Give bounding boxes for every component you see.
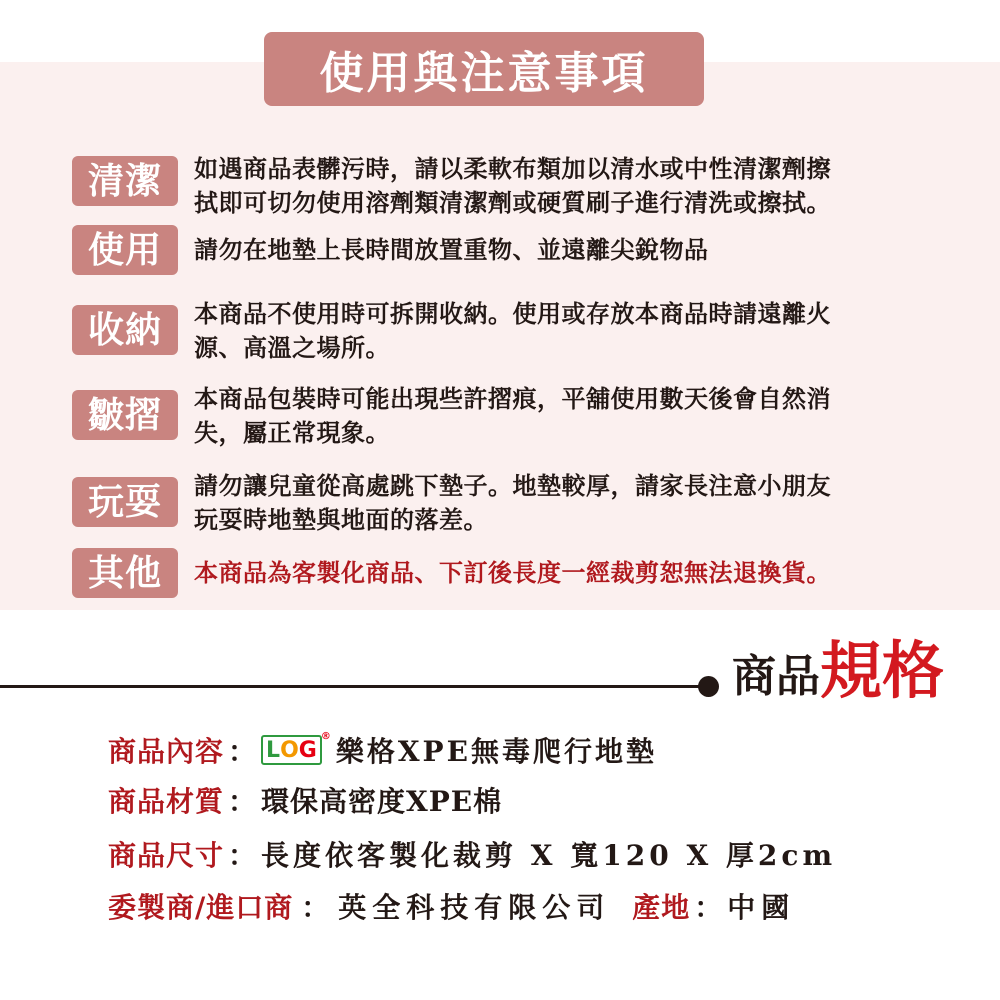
- spec-row-maker: [108, 886, 795, 926]
- notice-tag: 其他: [72, 548, 178, 598]
- notice-title: 使用與注意事項: [319, 48, 649, 99]
- notice-line: 本商品為客製化商品、下訂後長度一經裁剪恕無法退換貨。: [194, 558, 831, 587]
- spec-label: 商品尺寸: [108, 839, 225, 872]
- spec-label: 商品內容: [108, 735, 225, 768]
- notice-line: 玩耍時地墊與地面的落差。: [194, 505, 488, 534]
- notice-line: 拭即可切勿使用溶劑類清潔劑或硬質刷子進行清洗或擦拭。: [194, 188, 831, 217]
- spec-title-part1: 商品: [732, 651, 820, 702]
- notice-tag: 收納: [72, 305, 178, 355]
- notice-line: 本商品不使用時可拆開收納。使用或存放本商品時請遠離火: [194, 299, 831, 328]
- spec-value: 長度依客製化裁剪 X 寬120 X 厚2cm: [261, 839, 837, 872]
- notice-text: [194, 152, 924, 220]
- log-brand-logo: L O G ®: [261, 735, 322, 765]
- notice-line: 源、高溫之場所。: [194, 333, 390, 362]
- notice-tag: 皺摺: [72, 390, 178, 440]
- spec-colon: ：: [694, 891, 724, 924]
- spec-title: [732, 630, 944, 710]
- notice-line: 請勿在地墊上長時間放置重物、並遠離尖銳物品: [194, 235, 709, 264]
- spec-divider-line: [0, 685, 712, 688]
- spec-value: 樂格XPE無毒爬行地墊: [335, 735, 657, 768]
- spec-row-size: [108, 834, 836, 874]
- spec-colon: ：: [301, 891, 331, 924]
- notice-text: [194, 297, 924, 365]
- notice-line: 如遇商品表髒污時，請以柔軟布類加以清水或中性清潔劑擦: [194, 154, 831, 183]
- notice-tag: 玩耍: [72, 477, 178, 527]
- spec-row-material: [108, 780, 502, 820]
- notice-line: 本商品包裝時可能出現些許摺痕，平舖使用數天後會自然消: [194, 384, 831, 413]
- notice-line: 請勿讓兒童從高處跳下墊子。地墊較厚，請家長注意小朋友: [194, 471, 831, 500]
- spec-divider-dot: [698, 676, 719, 697]
- notice-text: [194, 469, 924, 537]
- notice-text: [194, 382, 924, 450]
- notice-tag: 使用: [72, 225, 178, 275]
- notice-text: [194, 556, 924, 590]
- spec-value: 環保高密度XPE棉: [261, 785, 503, 818]
- spec-label: 商品材質: [108, 785, 225, 818]
- spec-value: 英全科技有限公司: [338, 891, 611, 924]
- spec-origin-label: 產地: [632, 891, 691, 924]
- spec-row-content: [108, 730, 657, 770]
- notice-line: 失，屬正常現象。: [194, 418, 390, 447]
- spec-colon: ：: [228, 785, 258, 818]
- spec-label: 委製商/進口商: [108, 891, 294, 924]
- spec-colon: ：: [228, 735, 258, 768]
- notice-text: [194, 233, 924, 267]
- spec-colon: ：: [228, 839, 258, 872]
- notice-tag: 清潔: [72, 156, 178, 206]
- spec-title-part2: 規格: [820, 634, 945, 707]
- notice-title-banner: [264, 32, 704, 106]
- spec-origin-value: 中國: [727, 891, 796, 924]
